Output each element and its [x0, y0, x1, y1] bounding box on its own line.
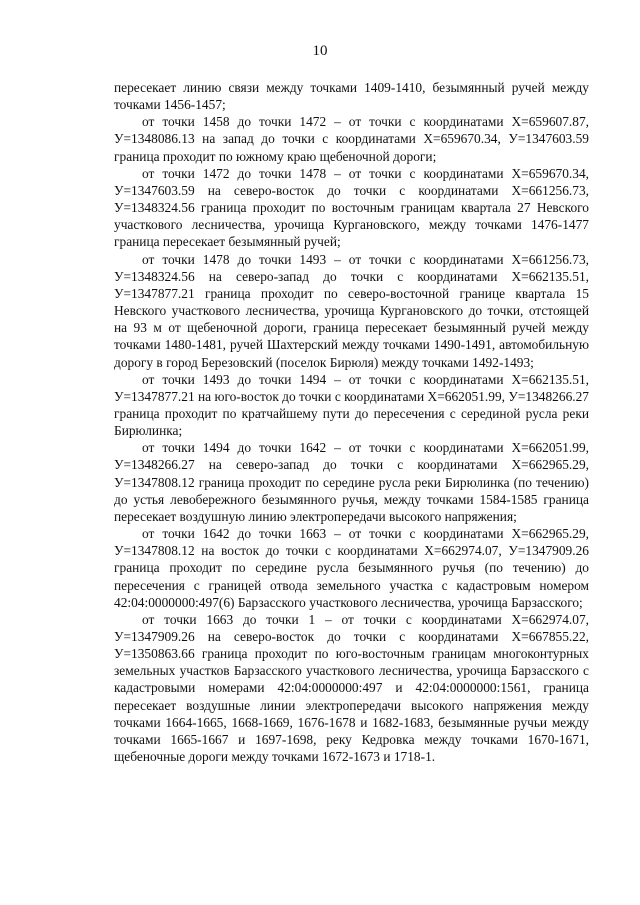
document-body — [114, 79, 589, 765]
paragraph-segment-1478-1493: от точки 1478 до точки 1493 – от точки с координатами Х=661256.73, У=1348324.56 на северо-запад до точки с координатами Х=662135.51, У=1347877.21 граница проходит по северо-восточной границе квартала 15 Невского участкового лесничества, урочища Кургановского до точки, отстоящей на 93 м от щебеночной дороги, граница пересекает безымянный ручей между точками 1480-1481, ручей Шахтерский между точками 1490-1491, автомобильную дорогу в город Березовский (поселок Бирюля) между точками 1492-1493; — [114, 251, 589, 370]
paragraph-segment-1493-1494: от точки 1493 до точки 1494 – от точки с координатами Х=662135.51, У=1347877.21 на юго-восток до точки с координатами Х=662051.99, У=1348266.27 граница проходит по кратчайшему пути до пересечения с серединой русла реки Бирюлинка; — [114, 371, 589, 439]
paragraph-continuation: пересекает линию связи между точками 1409-1410, безымянный ручей между точками 1456-1457; — [114, 80, 589, 113]
paragraph-segment-1494-1642: от точки 1494 до точки 1642 – от точки с координатами Х=662051.99, У=1348266.27 на северо-запад до точки с координатами Х=662965.29, У=1347808.12 граница проходит по середине русла реки Бирюлинка (по течению) до устья левобережного безымянного ручья, между точками 1584-1585 граница пересекает воздушную линию электропередачи высокого напряжения; — [114, 440, 589, 524]
paragraph-segment-1458-1472: от точки 1458 до точки 1472 – от точки с координатами Х=659607.87, У=1348086.13 на запад до точки с координатами Х=659670.34, У=1347603.59 граница проходит по южному краю щебеночной дороги; — [114, 114, 589, 164]
paragraph-segment-1642-1663: от точки 1642 до точки 1663 – от точки с координатами Х=662965.29, У=1347808.12 на восток до точки с координатами Х=662974.07, У=1347909.26 граница проходит по середине русла безымянного ручья (по течению) до пересечения с границей отвода земельного участка с кадастровым номером 42:04:0000000:497(6) Барзасского участкового лесничества, урочища Барзасского; — [114, 526, 589, 610]
page-number: 10 — [312, 43, 328, 59]
paragraph-segment-1663-1: от точки 1663 до точки 1 – от точки с координатами Х=662974.07, У=1347909.26 на северо-восток до точки с координатами Х=667855.22, У=1350863.66 граница проходит по юго-восточным границам многоконтурных земельных участков Барзасского участкового лесничества, урочища Барзасского с кадастровыми номерами 42:04:0000000:497 и 42:04:0000000:1561, граница пересекает воздушные линии электропередачи высокого напряжения между точками 1664-1665, 1668-1669, 1676-1678 и 1682-1683, безымянные ручьи между точками 1665-1667 и 1697-1698, реку Кедровка между точками 1670-1671, щебеночные дороги между точками 1672-1673 и 1718-1. — [114, 611, 589, 765]
paragraph-segment-1472-1478: от точки 1472 до точки 1478 – от точки с координатами Х=659670.34, У=1347603.59 на северо-восток до точки с координатами Х=661256.73, У=1348324.56 граница проходит по восточным границам квартала 27 Невского участкового лесничества, урочища Кургановского, между точками 1476-1477 граница пересекает безымянный ручей; — [114, 165, 589, 250]
